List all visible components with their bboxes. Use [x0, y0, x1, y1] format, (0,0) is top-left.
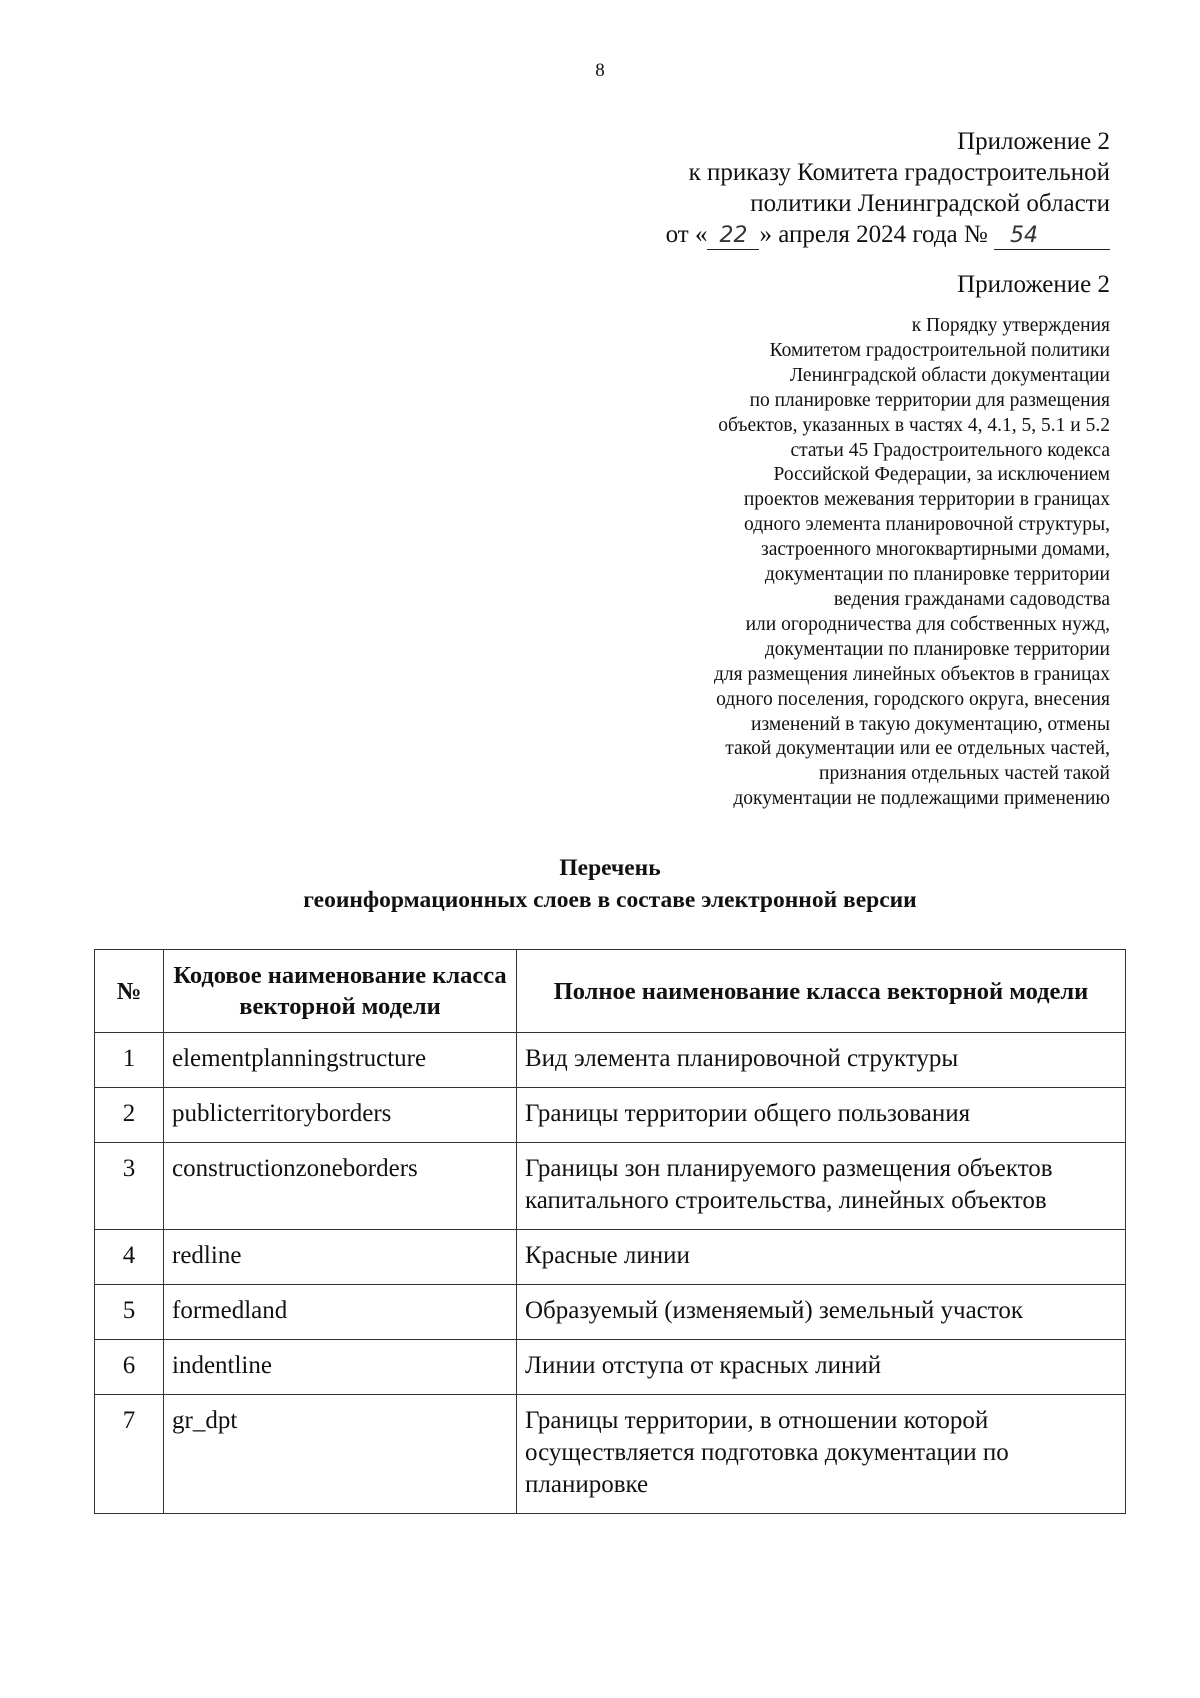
row-code: elementplanningstructure [164, 1033, 517, 1088]
table-row [95, 1285, 1126, 1340]
appendix-line: одного элемента планировочной структуры, [744, 514, 1110, 536]
appendix-line: к Порядку утверждения [911, 315, 1110, 336]
appendix-line: ведения гражданами садоводства [833, 588, 1110, 610]
appendix-line: признания отдельных частей такой [819, 763, 1110, 785]
appendix-line: статьи 45 Градостроительного кодекса [790, 439, 1110, 461]
table-row [95, 1340, 1126, 1395]
approval-line-3: политики Ленинградской области [750, 190, 1110, 217]
appendix-line: документации не подлежащими применению [733, 788, 1110, 810]
table-row [95, 1088, 1126, 1143]
table-row [95, 1395, 1126, 1514]
row-number: 2 [95, 1088, 164, 1143]
document-title [0, 852, 1200, 916]
document-title-line-2: геоинформационных слоев в составе электронной версии [303, 887, 917, 913]
row-full-name: Границы территории общего пользования [517, 1088, 1126, 1143]
appendix-title: Приложение 2 [957, 271, 1110, 298]
date-prefix: от « [665, 221, 708, 248]
row-code: redline [164, 1230, 517, 1285]
row-full-name: Границы зон планируемого размещения объектов капитального строительства, линейных объектов [517, 1143, 1126, 1230]
table-row [95, 1033, 1126, 1088]
header-number: № [95, 950, 164, 1033]
layers-table [94, 949, 1126, 1514]
appendix-line: документации по планировке территории [764, 638, 1110, 660]
page-number: 8 [595, 60, 605, 81]
appendix-line: такой документации или ее отдельных частей, [725, 738, 1110, 760]
row-full-name: Границы территории, в отношении которой осуществляется подготовка документации по планировке [517, 1395, 1126, 1514]
table-row [95, 1143, 1126, 1230]
appendix-line: или огородничества для собственных нужд, [745, 613, 1110, 635]
header-code-name: Кодовое наименование класса векторной модели [164, 950, 517, 1033]
row-code: indentline [164, 1340, 517, 1395]
row-code: gr_dpt [164, 1395, 517, 1514]
row-code: formedland [164, 1285, 517, 1340]
date-middle: » апреля 2024 года № [759, 221, 994, 248]
appendix-line: Ленинградской области документации [789, 364, 1110, 386]
table-row [95, 1230, 1126, 1285]
approval-date-line [666, 219, 1110, 250]
approval-block [666, 126, 1110, 250]
row-full-name: Вид элемента планировочной структуры [517, 1033, 1126, 1088]
row-code: constructionzoneborders [164, 1143, 517, 1230]
appendix-line: для размещения линейных объектов в границах [714, 663, 1110, 685]
row-number: 4 [95, 1230, 164, 1285]
handwritten-day: 22 [707, 223, 759, 250]
header-full-name: Полное наименование класса векторной модели [517, 950, 1126, 1033]
appendix-line: изменений в такую документацию, отмены [751, 713, 1110, 735]
appendix-description [550, 314, 1110, 812]
document-title-line-1: Перечень [559, 855, 661, 881]
appendix-line: застроенного многоквартирными домами, [761, 539, 1110, 561]
appendix-line: одного поселения, городского округа, внесения [716, 688, 1110, 710]
row-number: 7 [95, 1395, 164, 1514]
appendix-line: Комитетом градостроительной политики [769, 339, 1110, 361]
table-header-row [95, 950, 1126, 1033]
row-number: 6 [95, 1340, 164, 1395]
appendix-line: Российской Федерации, за исключением [773, 464, 1110, 486]
appendix-line: по планировке территории для размещения [749, 389, 1110, 411]
row-code: publicterritoryborders [164, 1088, 517, 1143]
row-number: 3 [95, 1143, 164, 1230]
approval-line-2: к приказу Комитета градостроительной [688, 159, 1110, 186]
handwritten-order-number: 54 [994, 223, 1110, 250]
row-full-name: Линии отступа от красных линий [517, 1340, 1126, 1395]
appendix-line: документации по планировке территории [764, 564, 1110, 586]
row-number: 1 [95, 1033, 164, 1088]
row-number: 5 [95, 1285, 164, 1340]
approval-title: Приложение 2 [957, 128, 1110, 155]
appendix-line: проектов межевания территории в границах [743, 489, 1110, 511]
appendix-line: объектов, указанных в частях 4, 4.1, 5, 5.1 и 5.2 [718, 414, 1110, 436]
row-full-name: Красные линии [517, 1230, 1126, 1285]
row-full-name: Образуемый (изменяемый) земельный участок [517, 1285, 1126, 1340]
